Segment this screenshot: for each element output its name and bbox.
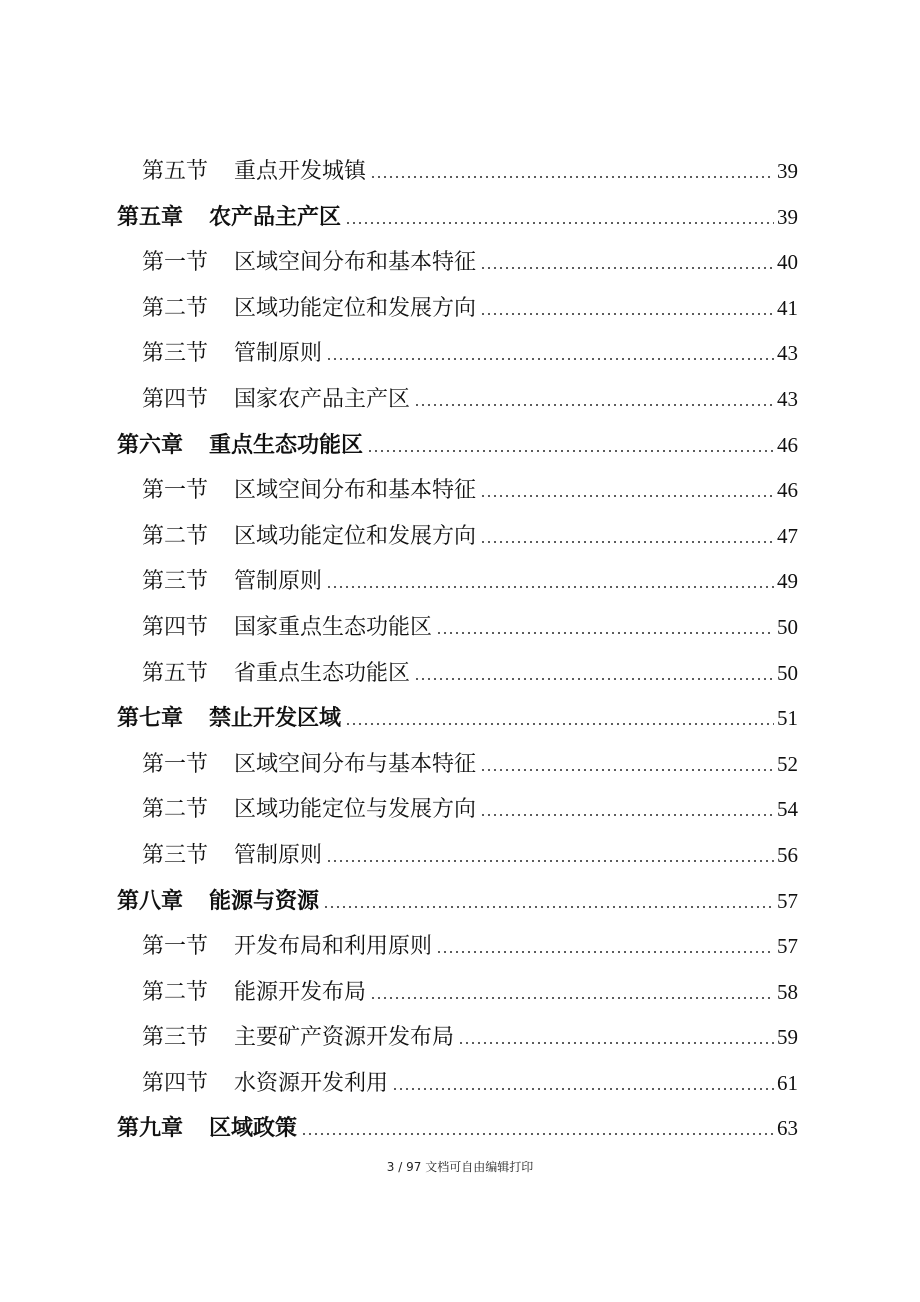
toc-entry-number: 第五节 [142,159,209,184]
toc-page-number: 39 [777,159,798,183]
toc-page-number: 51 [777,706,798,731]
toc-chapter-row[interactable] [0,1106,920,1152]
toc-section-row[interactable] [0,286,920,332]
toc-entry-title: 管制原则 [234,341,323,367]
toc-page-number: 43 [777,386,798,411]
toc-entry-label [142,468,476,514]
toc-section-row[interactable] [0,240,920,286]
toc-dot-leader [414,404,774,406]
toc-section-row[interactable] [0,1061,920,1107]
toc-entry-label [142,514,476,560]
toc-dot-leader [480,814,774,816]
toc-chapter-row[interactable] [0,879,920,925]
toc-chapter-row[interactable] [0,696,920,742]
toc-entry-label [142,651,410,697]
toc-dot-leader [436,632,774,634]
toc-entry-number: 第六章 [117,431,184,458]
toc-entry-label [142,331,322,377]
toc-entry-label [142,787,476,833]
toc-entry-number: 第七章 [117,705,184,732]
toc-entry-title: 区域政策 [209,1115,298,1142]
toc-entry-label [117,696,341,742]
toc-dot-leader [323,906,774,908]
toc-page-number: 52 [777,751,798,776]
toc-section-row[interactable] [0,605,920,651]
toc-entry-title: 开发布局和利用原则 [234,934,433,960]
toc-entry-label [117,1106,297,1152]
toc-page-number: 50 [777,660,798,685]
toc-entry-title: 能源与资源 [209,887,320,914]
toc-entry-number: 第二节 [142,979,209,1005]
toc-page-number: 49 [777,569,798,594]
toc-entry-title: 管制原则 [234,842,323,868]
toc-section-row[interactable] [0,514,920,560]
toc-entry-title: 省重点生态功能区 [234,660,411,686]
toc-entry-label [142,240,476,286]
toc-entry-number: 第二节 [142,523,209,549]
toc-dot-leader [370,997,774,999]
toc-page-number: 39 [777,204,798,229]
toc-entry-number: 第三节 [142,569,209,595]
toc-section-row[interactable] [0,377,920,423]
toc-entry-label [142,559,322,605]
toc-section-row[interactable] [0,1015,920,1061]
toc-page-number: 47 [777,523,798,548]
toc-section-row[interactable] [0,149,920,195]
toc-entry-title: 水资源开发利用 [234,1070,389,1096]
toc-page-number: 54 [777,797,798,822]
toc-dot-leader [414,678,774,680]
toc-entry-label [142,970,366,1016]
toc-entry-label [142,377,410,423]
toc-entry-number: 第一节 [142,478,209,504]
toc-entry-title: 重点生态功能区 [209,431,364,458]
toc-dot-leader [480,267,774,269]
toc-entry-label [142,833,322,879]
toc-section-row[interactable] [0,331,920,377]
toc-entry-number: 第一节 [142,751,209,777]
toc-dot-leader [370,176,774,178]
toc-page-number: 61 [777,1070,798,1095]
toc-entry-number: 第八章 [117,887,184,914]
toc-dot-leader [326,586,774,588]
toc-entry-number: 第四节 [142,386,209,412]
toc-entry-title: 国家重点生态功能区 [234,614,433,640]
toc-dot-leader [480,769,774,771]
toc-entry-title: 区域功能定位和发展方向 [234,523,477,549]
toc-entry-title: 农产品主产区 [209,203,342,230]
toc-entry-label [142,742,476,788]
toc-page-number: 57 [777,934,798,959]
toc-page-number: 59 [777,1025,798,1050]
toc-entry-title: 国家农产品主产区 [234,386,411,412]
toc-entry-label [142,924,432,970]
toc-entry-title: 能源开发布局 [234,979,367,1005]
toc-page-number: 40 [777,250,798,275]
toc-chapter-row[interactable] [0,195,920,241]
toc-entry-title: 区域空间分布与基本特征 [234,751,477,777]
toc-entry-title: 管制原则 [234,569,323,595]
toc-dot-leader [436,951,774,953]
toc-entry-number: 第三节 [142,1025,209,1051]
toc-dot-leader [480,495,774,497]
toc-dot-leader [326,860,774,862]
table-of-contents [0,149,920,1152]
toc-entry-label [117,195,341,241]
toc-page-number: 46 [777,432,798,457]
toc-dot-leader [367,450,774,452]
toc-chapter-row[interactable] [0,423,920,469]
toc-page-number: 58 [777,979,798,1004]
toc-dot-leader [480,313,774,315]
toc-entry-number: 第九章 [117,1115,184,1142]
toc-entry-number: 第三节 [142,341,209,367]
toc-entry-number: 第二节 [142,797,209,823]
toc-section-row[interactable] [0,924,920,970]
toc-section-row[interactable] [0,651,920,697]
toc-page-number: 43 [777,341,798,366]
toc-dot-leader [458,1042,774,1044]
toc-entry-label [142,149,366,195]
toc-entry-number: 第四节 [142,1070,209,1096]
toc-page-number: 56 [777,842,798,867]
toc-entry-number: 第五节 [142,660,209,686]
toc-page-number: 57 [777,888,798,913]
toc-entry-label [142,1015,454,1061]
toc-page-number: 41 [777,295,798,320]
toc-section-row[interactable] [0,787,920,833]
toc-entry-number: 第二节 [142,295,209,321]
toc-dot-leader [301,1133,774,1135]
toc-entry-number: 第一节 [142,934,209,960]
toc-entry-title: 区域功能定位与发展方向 [234,797,477,823]
toc-section-row[interactable] [0,468,920,514]
page-footer: 3 / 97 文档可自由编辑打印 [386,1160,534,1174]
toc-page-number: 63 [777,1116,798,1141]
toc-entry-label [142,286,476,332]
toc-entry-title: 重点开发城镇 [234,159,367,184]
toc-entry-label [142,1061,388,1107]
toc-dot-leader [480,541,774,543]
toc-entry-number: 第一节 [142,250,209,276]
toc-entry-title: 主要矿产资源开发布局 [234,1025,455,1051]
toc-section-row[interactable] [0,742,920,788]
toc-entry-label [142,605,432,651]
toc-entry-number: 第三节 [142,842,209,868]
toc-entry-label [117,879,319,925]
toc-dot-leader [345,723,774,725]
toc-section-row[interactable] [0,833,920,879]
toc-dot-leader [326,358,774,360]
toc-dot-leader [392,1088,774,1090]
toc-section-row[interactable] [0,559,920,605]
toc-entry-title: 区域功能定位和发展方向 [234,295,477,321]
toc-page-number: 50 [777,614,798,639]
toc-entry-label [117,423,363,469]
toc-entry-title: 区域空间分布和基本特征 [234,478,477,504]
toc-entry-number: 第五章 [117,203,184,230]
toc-page-number: 46 [777,478,798,503]
toc-section-row[interactable] [0,970,920,1016]
toc-entry-number: 第四节 [142,614,209,640]
toc-entry-title: 禁止开发区域 [209,705,342,732]
toc-dot-leader [345,222,774,224]
toc-entry-title: 区域空间分布和基本特征 [234,250,477,276]
